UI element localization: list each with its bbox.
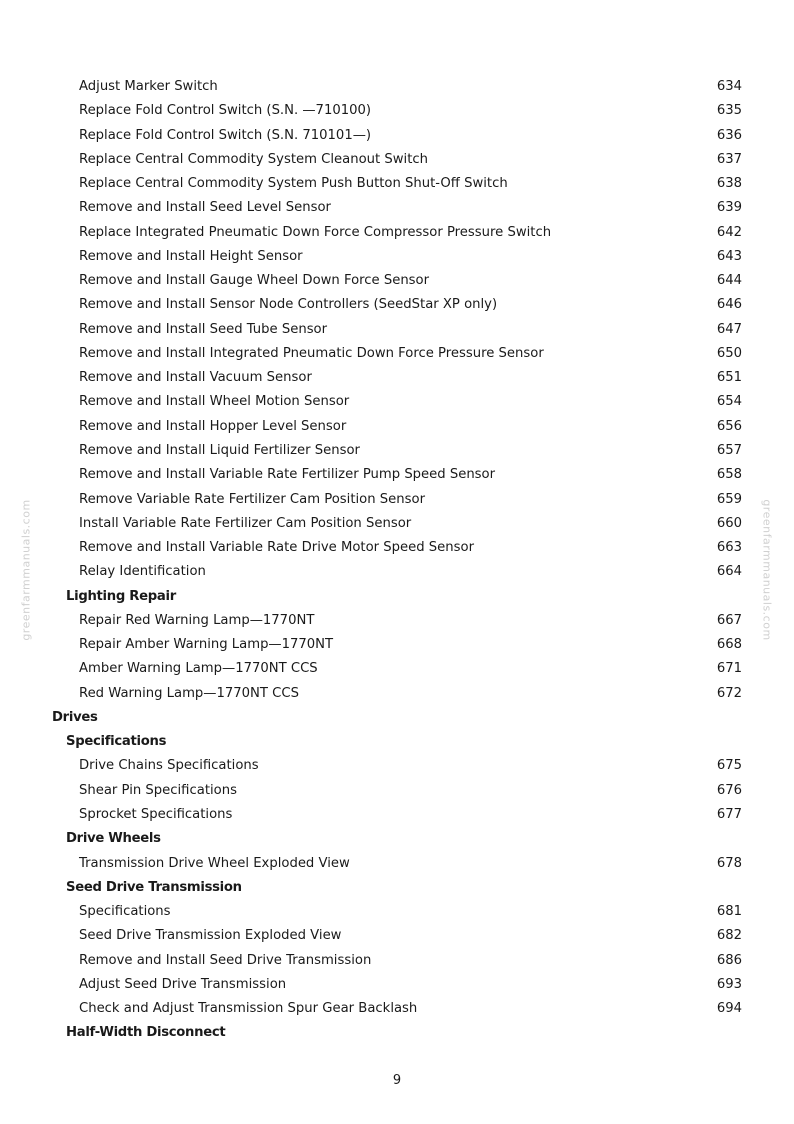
toc-entry-page: 660 — [716, 515, 742, 531]
toc-entry-title: Shear Pin Specifications — [79, 782, 237, 798]
toc-entry-title: Remove and Install Vacuum Sensor — [79, 370, 312, 386]
toc-entry-title: Remove and Install Seed Tube Sensor — [79, 321, 328, 337]
toc-entry-page: 658 — [716, 467, 742, 483]
toc-entry-page: 659 — [716, 491, 742, 507]
toc-section-heading — [0, 707, 794, 731]
toc-entry-page: 693 — [716, 976, 742, 992]
toc-entry-title: Sprocket Specifications — [79, 806, 233, 822]
toc-entry-page: 675 — [716, 758, 742, 774]
toc-entry[interactable] — [0, 246, 794, 270]
toc-entry-page: 681 — [716, 904, 742, 920]
toc-entry-title: Lighting Repair — [66, 588, 176, 604]
toc-entry[interactable] — [0, 634, 794, 658]
toc-entry-title: Replace Fold Control Switch (S.N. 710101—) — [79, 127, 372, 143]
toc-entry[interactable] — [0, 853, 794, 877]
toc-entry-title: Install Variable Rate Fertilizer Cam Position Sensor — [79, 515, 412, 531]
toc-entry-title: Remove and Install Seed Drive Transmission — [79, 952, 372, 968]
toc-entry[interactable] — [0, 658, 794, 682]
toc-section-heading — [0, 877, 794, 901]
toc-entry-title: Replace Central Commodity System Push Button Shut-Off Switch — [79, 176, 508, 192]
toc-entry-page: 657 — [716, 442, 742, 458]
toc-entry[interactable] — [0, 319, 794, 343]
toc-section-heading — [0, 1022, 794, 1046]
toc-entry-page: 654 — [716, 394, 742, 410]
toc-entry-page: 676 — [716, 782, 742, 798]
toc-entry-page: 664 — [716, 564, 742, 580]
toc-entry[interactable] — [0, 222, 794, 246]
toc-entry-title: Amber Warning Lamp—1770NT CCS — [79, 661, 318, 677]
toc-entry[interactable] — [0, 391, 794, 415]
toc-entry-title: Remove and Install Integrated Pneumatic Down Force Pressure Sensor — [79, 345, 544, 361]
toc-entry[interactable] — [0, 416, 794, 440]
toc-entry[interactable] — [0, 464, 794, 488]
toc-entry[interactable] — [0, 270, 794, 294]
toc-entry-title: Seed Drive Transmission Exploded View — [79, 928, 342, 944]
toc-entry-title: Remove and Install Height Sensor — [79, 248, 303, 264]
toc-entry-page: 643 — [716, 248, 742, 264]
toc-entry[interactable] — [0, 513, 794, 537]
toc-entry-page: 677 — [716, 806, 742, 822]
toc-entry-page: 634 — [716, 79, 742, 94]
toc-entry-title: Remove and Install Variable Rate Drive Motor Speed Sensor — [79, 540, 474, 556]
toc-entry[interactable] — [0, 804, 794, 828]
toc-entry-title: Adjust Seed Drive Transmission — [79, 976, 287, 992]
toc-entry-title: Transmission Drive Wheel Exploded View — [79, 855, 350, 871]
toc-entry-page: 650 — [716, 345, 742, 361]
toc-entry-title: Repair Amber Warning Lamp—1770NT — [79, 637, 334, 653]
toc-entry[interactable] — [0, 367, 794, 391]
toc-entry[interactable] — [0, 537, 794, 561]
toc-entry-title: Red Warning Lamp—1770NT CCS — [79, 685, 299, 701]
toc-section-heading — [0, 731, 794, 755]
toc-entry[interactable] — [0, 901, 794, 925]
toc-entry-title: Drives — [52, 709, 98, 725]
toc-entry[interactable] — [0, 197, 794, 221]
toc-entry-title: Remove and Install Sensor Node Controllers (SeedStar XP only) — [79, 297, 498, 313]
toc-entry-page: 672 — [716, 685, 742, 701]
toc-entry-title: Replace Fold Control Switch (S.N. —710100) — [79, 103, 372, 119]
toc-entry-title: Replace Central Commodity System Cleanout Switch — [79, 151, 428, 167]
toc-entry[interactable] — [0, 974, 794, 998]
toc-entry[interactable] — [0, 149, 794, 173]
toc-entry[interactable] — [0, 294, 794, 318]
toc-entry-page: 639 — [716, 200, 742, 216]
toc-section-heading — [0, 828, 794, 852]
toc-entry-title: Check and Adjust Transmission Spur Gear Backlash — [79, 1001, 418, 1017]
toc-entry-title: Remove and Install Variable Rate Fertilizer Pump Speed Sensor — [79, 467, 496, 483]
table-of-contents — [0, 76, 794, 1047]
page-number: 9 — [392, 1073, 402, 1088]
toc-entry-title: Specifications — [66, 734, 167, 750]
toc-entry-page: 663 — [716, 540, 742, 556]
toc-entry-page: 636 — [716, 127, 742, 143]
toc-entry-page: 682 — [716, 928, 742, 944]
toc-entry-page: 646 — [716, 297, 742, 313]
toc-entry-page: 642 — [716, 224, 742, 240]
toc-entry[interactable] — [0, 950, 794, 974]
toc-entry-title: Relay Identification — [79, 564, 206, 580]
toc-entry-page: 656 — [716, 418, 742, 434]
toc-entry-title: Remove Variable Rate Fertilizer Cam Position Sensor — [79, 491, 426, 507]
toc-entry[interactable] — [0, 998, 794, 1022]
toc-entry-page: 647 — [716, 321, 742, 337]
toc-entry[interactable] — [0, 100, 794, 124]
toc-entry[interactable] — [0, 125, 794, 149]
toc-entry-title: Drive Wheels — [66, 831, 161, 847]
toc-entry-page: 667 — [716, 612, 742, 628]
toc-entry-title: Remove and Install Seed Level Sensor — [79, 200, 331, 216]
toc-entry-title: Remove and Install Wheel Motion Sensor — [79, 394, 350, 410]
toc-entry[interactable] — [0, 440, 794, 464]
toc-entry[interactable] — [0, 780, 794, 804]
toc-entry[interactable] — [0, 173, 794, 197]
toc-entry-page: 694 — [716, 1001, 742, 1017]
toc-entry-page: 638 — [716, 176, 742, 192]
toc-entry-title: Adjust Marker Switch — [79, 79, 218, 94]
watermark-right: greenfarmmanuals.com — [760, 499, 774, 641]
toc-entry[interactable] — [0, 925, 794, 949]
toc-entry-page: 637 — [716, 151, 742, 167]
toc-entry-page: 635 — [716, 103, 742, 119]
toc-entry[interactable] — [0, 755, 794, 779]
toc-entry-title: Replace Integrated Pneumatic Down Force Compressor Pressure Switch — [79, 224, 552, 240]
toc-entry-title: Remove and Install Gauge Wheel Down Force Sensor — [79, 273, 430, 289]
toc-entry[interactable] — [0, 610, 794, 634]
toc-entry[interactable] — [0, 343, 794, 367]
toc-entry-title: Seed Drive Transmission — [66, 879, 242, 895]
toc-entry-page: 686 — [716, 952, 742, 968]
toc-entry[interactable] — [0, 76, 794, 100]
toc-entry-title: Remove and Install Hopper Level Sensor — [79, 418, 347, 434]
toc-entry[interactable] — [0, 683, 794, 707]
toc-entry-title: Specifications — [79, 904, 171, 920]
toc-entry-page: 668 — [716, 637, 742, 653]
toc-entry-page: 644 — [716, 273, 742, 289]
toc-entry[interactable] — [0, 561, 794, 585]
toc-entry-title: Drive Chains Specifications — [79, 758, 259, 774]
toc-entry-page: 671 — [716, 661, 742, 677]
toc-entry-page: 651 — [716, 370, 742, 386]
watermark-left: greenfarmmanuals.com — [19, 499, 33, 641]
toc-entry-title: Half-Width Disconnect — [66, 1025, 226, 1041]
toc-entry[interactable] — [0, 489, 794, 513]
toc-entry-title: Repair Red Warning Lamp—1770NT — [79, 612, 315, 628]
toc-section-heading — [0, 586, 794, 610]
toc-entry-page: 678 — [716, 855, 742, 871]
toc-entry-title: Remove and Install Liquid Fertilizer Sensor — [79, 442, 360, 458]
